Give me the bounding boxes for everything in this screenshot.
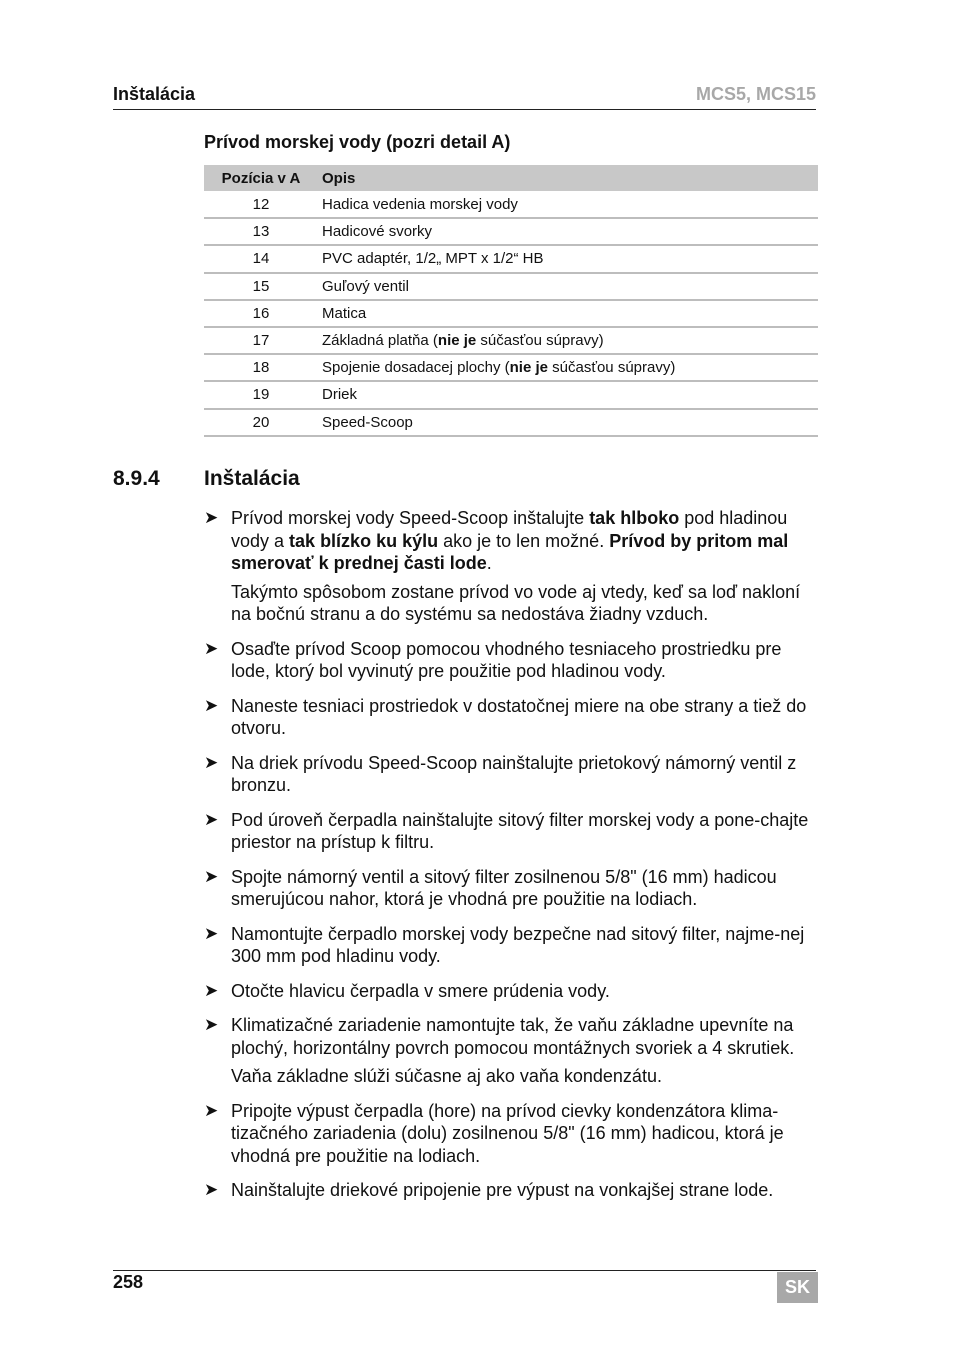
row-position: 12 xyxy=(204,191,318,218)
step-text: Spojte námorný ventil a sitový filter zosilnenou 5/8" (16 mm) hadicou smerujúcou nahor, ktorá je vhodná pre použitie na lodiach. xyxy=(231,866,777,909)
table-row xyxy=(204,327,818,354)
step-text: Nainštalujte driekové pripojenie pre výpust na vonkajšej strane lode. xyxy=(231,1180,774,1200)
desc-emphasis: nie je xyxy=(509,359,548,377)
table-row xyxy=(204,245,818,272)
list-item xyxy=(204,752,824,797)
arrow-bullet-icon: ➤ xyxy=(204,866,219,886)
instruction-list xyxy=(204,507,824,1214)
row-description: Matica xyxy=(318,300,818,327)
row-position: 16 xyxy=(204,300,318,327)
row-description: Speed-Scoop xyxy=(318,409,818,436)
step-text: Pod úroveň čerpadla nainštalujte sitový filter morskej vody a pone-chajte priestor na prístup k filtru. xyxy=(231,809,809,852)
step-emphasis: Prívod by pritom mal smerovať k prednej časti lode xyxy=(231,530,789,573)
step-text: Na driek prívodu Speed-Scoop nainštalujte prietokový námorný ventil z bronzu. xyxy=(231,752,797,795)
arrow-bullet-icon: ➤ xyxy=(204,752,219,772)
table-row xyxy=(204,354,818,381)
table-row xyxy=(204,409,818,436)
row-position: 14 xyxy=(204,245,318,272)
table-caption: Prívod morskej vody (pozri detail A) xyxy=(204,132,511,152)
header-model: MCS5, MCS15 xyxy=(695,84,816,104)
list-item xyxy=(204,507,824,575)
step-text: pod hladinou vody a xyxy=(231,508,788,551)
desc-text: Spojenie dosadacej plochy ( xyxy=(322,359,510,377)
row-position: 19 xyxy=(204,381,318,408)
list-item xyxy=(204,1179,824,1202)
step-note: Takýmto spôsobom zostane prívod vo vode aj vtedy, keď sa loď nakloní na bočnú stranu a do systému sa nedostáva žiadny vzduch. xyxy=(231,581,801,624)
row-description: Hadica vedenia morskej vody xyxy=(318,191,818,218)
row-position: 15 xyxy=(204,273,318,300)
step-text: Otočte hlavicu čerpadla v smere prúdenia vody. xyxy=(231,980,610,1001)
arrow-bullet-icon: ➤ xyxy=(204,980,219,1000)
desc-emphasis: nie je xyxy=(437,332,477,350)
table-row xyxy=(204,300,818,327)
column-header-position: Pozícia v A xyxy=(204,165,318,191)
arrow-bullet-icon: ➤ xyxy=(204,1100,219,1120)
step-text: Pripojte výpust čerpadla (hore) na prívod cievky kondenzátora klima-tizačného zariadenia (dolu) zosilnenou 5/8" (16 mm) hadicou, ktorá je vhodná pre použitie na lodiach. xyxy=(231,1100,784,1166)
step-text: Naneste tesniaci prostriedok v dostatočnej miere na obe strany a tiež do otvoru. xyxy=(231,695,807,738)
column-header-description: Opis xyxy=(318,165,818,191)
language-badge: SK xyxy=(777,1272,818,1303)
step-text: Osaďte prívod Scoop pomocou vhodného tesniaceho prostriedku pre lode, ktorý bol vyvinutý pre použitie pod hladinou vody. xyxy=(231,638,782,681)
row-description: Driek xyxy=(318,381,818,408)
arrow-bullet-icon: ➤ xyxy=(204,638,219,658)
arrow-bullet-icon: ➤ xyxy=(204,695,219,715)
row-position: 18 xyxy=(204,354,318,381)
step-note: Vaňa základne slúži súčasne aj ako vaňa kondenzátu. xyxy=(231,1066,662,1086)
arrow-bullet-icon: ➤ xyxy=(204,508,219,527)
step-text: Prívod morskej vody Speed-Scoop inštalujte xyxy=(231,508,590,528)
footer-rule xyxy=(113,1270,816,1271)
list-item xyxy=(204,1100,824,1168)
table-row xyxy=(204,218,818,245)
step-text: Klimatizačné zariadenie namontujte tak, že vaňu základne upevníte na plochý, horizontálny povrch pomocou montážnych svoriek a 4 skrutiek. xyxy=(231,1015,795,1058)
list-item xyxy=(204,1014,824,1059)
list-item xyxy=(204,809,824,854)
table-header-row xyxy=(204,165,818,191)
arrow-bullet-icon: ➤ xyxy=(204,923,219,943)
position-table xyxy=(204,165,818,437)
list-item xyxy=(204,980,824,1003)
step-text: Namontujte čerpadlo morskej vody bezpečne nad sitový filter, najme-nej 300 mm pod hladinu vody. xyxy=(231,923,805,966)
list-item xyxy=(204,866,824,911)
arrow-bullet-icon: ➤ xyxy=(204,1180,219,1199)
row-description: Hadicové svorky xyxy=(318,218,818,245)
desc-text: súčasťou súpravy) xyxy=(476,332,604,350)
step-text: ako je to len možné. xyxy=(438,530,610,551)
step-emphasis: tak hlboko xyxy=(589,508,680,528)
section-title: Inštalácia xyxy=(204,467,300,490)
running-header xyxy=(113,84,816,110)
step-emphasis: tak blízko ku kýlu xyxy=(289,530,439,551)
table-row xyxy=(204,191,818,218)
list-item xyxy=(204,695,824,740)
table-row xyxy=(204,273,818,300)
row-description: Guľový ventil xyxy=(318,273,818,300)
desc-text: Základná platňa ( xyxy=(322,332,438,350)
row-position: 17 xyxy=(204,327,318,354)
row-description xyxy=(318,354,818,381)
desc-text: súčasťou súpravy) xyxy=(547,359,676,377)
list-item xyxy=(204,638,824,683)
row-description: PVC adaptér, 1/2„ MPT x 1/2“ HB xyxy=(318,245,818,272)
table-row xyxy=(204,381,818,408)
step-text: . xyxy=(486,553,492,573)
row-description xyxy=(318,327,818,354)
section-number: 8.9.4 xyxy=(113,467,160,490)
row-position: 20 xyxy=(204,409,318,436)
arrow-bullet-icon: ➤ xyxy=(204,809,219,829)
row-position: 13 xyxy=(204,218,318,245)
list-item xyxy=(204,923,824,968)
header-chapter: Inštalácia xyxy=(113,84,196,104)
arrow-bullet-icon: ➤ xyxy=(204,1015,219,1034)
page-number: 258 xyxy=(113,1272,144,1292)
